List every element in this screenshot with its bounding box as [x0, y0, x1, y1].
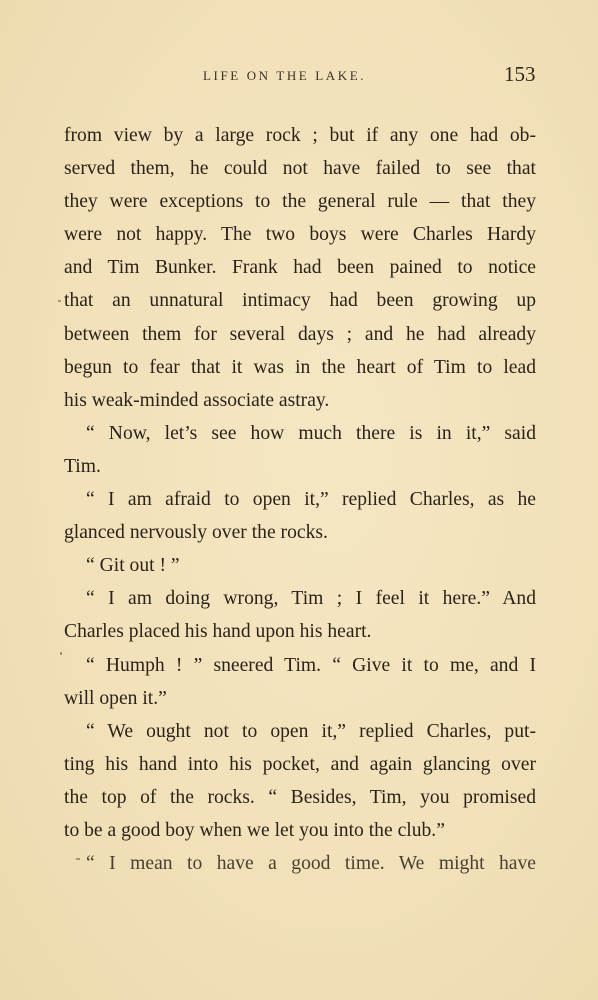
margin-speck: [60, 652, 62, 655]
text-line: glanced nervously over the rocks.: [64, 522, 328, 544]
text-line: and Tim Bunker. Frank had been pained to notice: [64, 257, 536, 279]
text-line: from view by a large rock ; but if any one had ob-: [64, 125, 536, 146]
page-header: [0, 64, 598, 94]
text-line: “ Now, let’s see how much there is in it,” said: [86, 422, 536, 444]
text-line: “ I mean to have a good time. We might have: [86, 853, 536, 875]
text-line: Charles placed his hand upon his heart.: [64, 621, 372, 643]
text-line: “ I am afraid to open it,” replied Charles, as he: [86, 489, 536, 511]
text-line: to be a good boy when we let you into the club.”: [64, 819, 445, 841]
text-line: his weak-minded associate astray.: [64, 389, 330, 411]
text-line: they were exceptions to the general rule — that they: [64, 191, 536, 213]
page-number: 153: [504, 62, 536, 86]
running-head: LIFE ON THE LAKE.: [203, 68, 367, 83]
margin-speck: [58, 300, 61, 302]
margin-speck: [76, 858, 80, 860]
text-line: between them for several days ; and he had already: [64, 323, 536, 345]
text-line: the top of the rocks. “ Besides, Tim, you promised: [64, 786, 536, 808]
text-line: “ Git out ! ”: [86, 555, 180, 577]
text-line: served them, he could not have failed to see that: [64, 158, 536, 180]
text-line: “ Humph ! ” sneered Tim. “ Give it to me, and I: [86, 654, 536, 676]
text-line: were not happy. The two boys were Charles Hardy: [64, 224, 536, 246]
text-line: that an unnatural intimacy had been growing up: [64, 290, 536, 312]
body-text: [64, 119, 536, 880]
text-line: “ We ought not to open it,” replied Charles, put-: [86, 720, 536, 742]
text-line: ting his hand into his pocket, and again glancing over: [64, 753, 536, 775]
text-line: “ I am doing wrong, Tim ; I feel it here.” And: [86, 588, 536, 610]
text-line: will open it.”: [64, 687, 167, 709]
text-line: Tim.: [64, 455, 101, 477]
text-line: begun to fear that it was in the heart of Tim to lead: [64, 356, 536, 378]
